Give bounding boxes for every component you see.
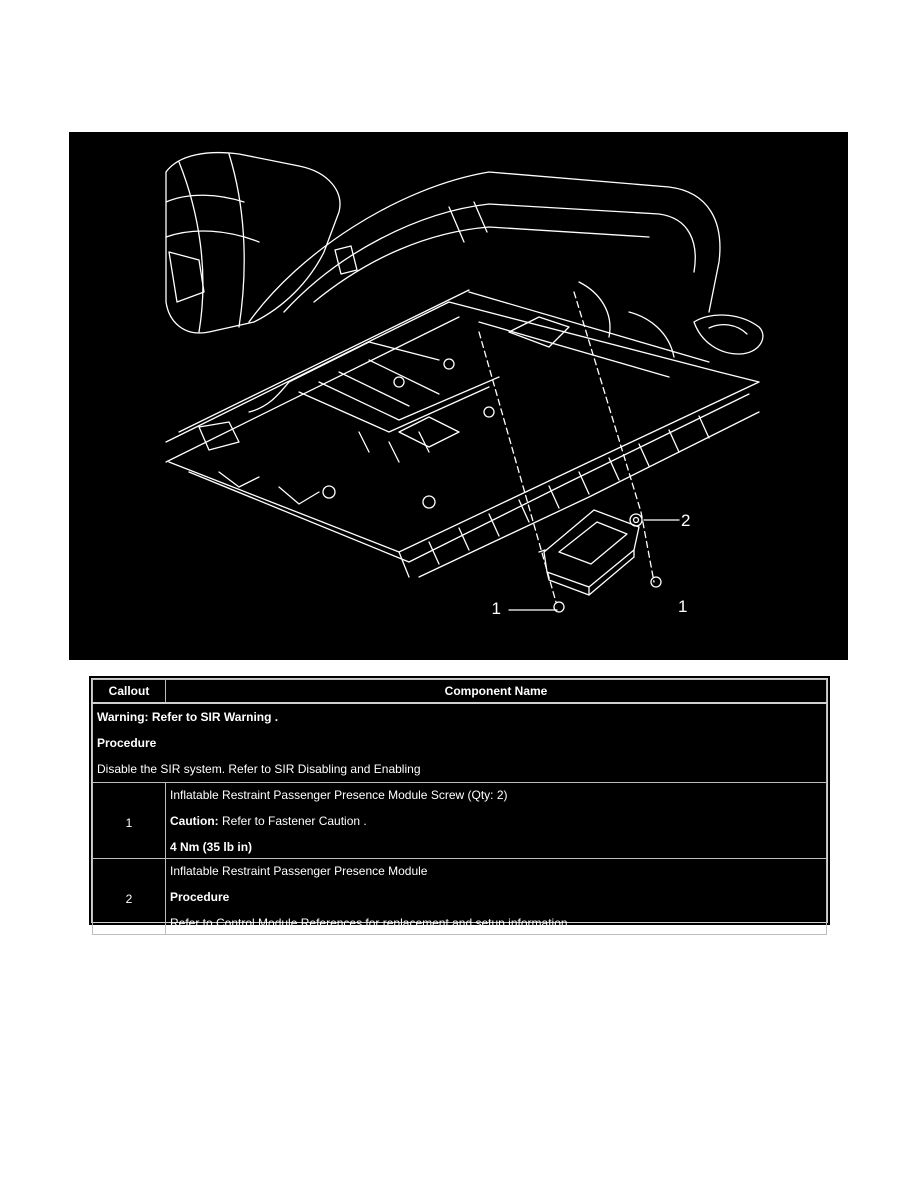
component-name-1: Inflatable Restraint Passenger Presence Module Screw (Qty: 2): [170, 788, 508, 802]
caution-text: Refer to Fastener Caution .: [218, 814, 367, 828]
callout-label-2: 2: [681, 511, 691, 530]
component-table-frame: [89, 676, 830, 930]
table-row: [93, 859, 827, 935]
callout-column-header: Callout: [93, 680, 166, 704]
seat-cushion-drawing: [249, 172, 763, 354]
component-table: [92, 679, 827, 935]
seat-back-drawing: [166, 153, 340, 333]
table-header-row: [93, 680, 827, 704]
table-row: [93, 783, 827, 859]
general-procedure-heading: Procedure: [97, 736, 157, 750]
callout-label-1-left: 1: [491, 599, 501, 618]
passenger-presence-module: [539, 510, 661, 612]
callout-number-1: 1: [93, 783, 166, 859]
module-procedure-heading: Procedure: [170, 890, 230, 904]
torque-spec: 4 Nm (35 lb in): [170, 840, 253, 854]
component-cell-1: [166, 783, 827, 859]
general-procedure-row: [93, 703, 827, 783]
leader-lines: [479, 292, 679, 610]
callout-label-1-right: 1: [678, 597, 688, 616]
callout-number-2: 2: [93, 859, 166, 935]
component-name-column-header: Component Name: [166, 680, 827, 704]
caution-label: Caution:: [170, 814, 219, 828]
component-name-2: Inflatable Restraint Passenger Presence Module: [170, 864, 428, 878]
component-cell-2: [166, 859, 827, 935]
general-procedure-text: Disable the SIR system. Refer to SIR Disabling and Enabling: [97, 762, 421, 776]
sir-warning-text: Warning: Refer to SIR Warning .: [97, 710, 279, 724]
seat-frame-drawing: [166, 282, 759, 577]
caution-line: [170, 814, 822, 828]
module-procedure-text: Refer to Control Module References for replacement and setup information.: [170, 916, 571, 930]
seat-module-illustration: [69, 132, 848, 660]
general-procedure-cell: [93, 703, 827, 783]
